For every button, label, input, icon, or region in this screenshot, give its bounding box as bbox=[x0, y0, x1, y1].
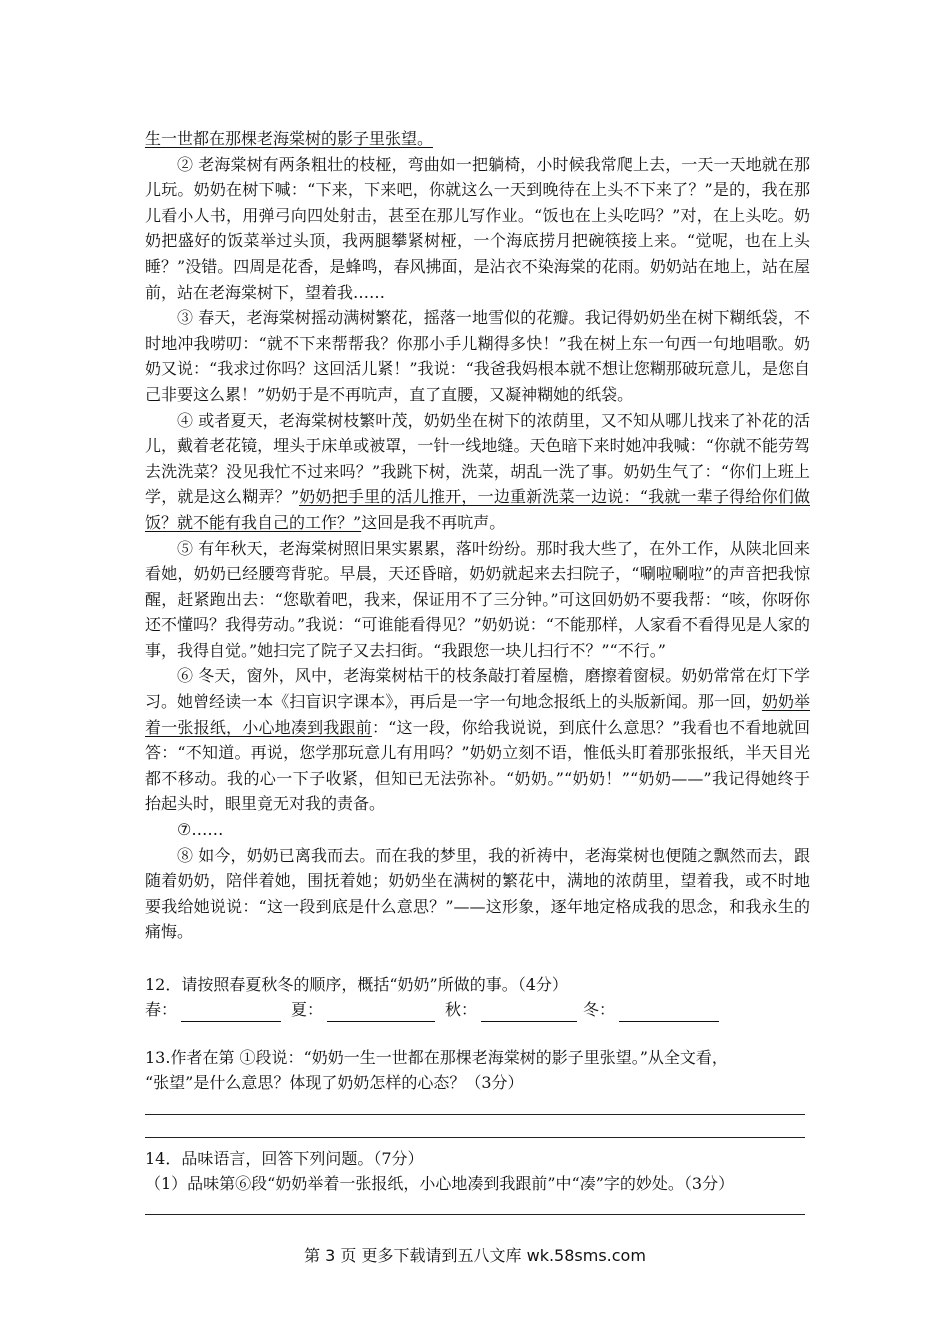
question-12 bbox=[145, 972, 810, 1022]
paragraph-3: ③ 春天，老海棠树摇动满树繁花，摇落一地雪似的花瓣。我记得奶奶坐在树下糊纸袋，不时地冲我唠叨：“就不下来帮帮我？你那小手儿糊得多快！”我在树上东一句西一句地唱歌。奶奶又说：“我求过你吗？这回活儿紧！”我说：“我爸我妈根本就不想让您糊那破玩意儿，是您自己非要这么累！”奶奶于是不再吭声，直了直腰，又凝神糊她的纸袋。 bbox=[145, 308, 810, 404]
answer-blank-autumn[interactable] bbox=[481, 1003, 577, 1022]
underlined-sentence: 生一世都在那棵老海棠树的影子里张望。 bbox=[145, 129, 434, 148]
answer-blank-spring[interactable] bbox=[181, 1003, 281, 1022]
answer-line-13b[interactable] bbox=[145, 1137, 805, 1138]
paragraph-4 bbox=[145, 408, 810, 536]
answer-blank-winter[interactable] bbox=[619, 1003, 719, 1022]
paragraph-4-text-a: ④ 或者夏天，老海棠树枝繁叶茂，奶奶坐在树下的浓荫里，又不知从哪儿找来了补花的活儿，戴着老花镜，埋头于床单或被罩，一针一线地缝。天色暗下来时她冲我喊：“你就不能劳驾去洗洗菜？没见我忙不过来吗？”我跳下树，洗菜，胡乱一洗了事。奶奶生气了：“你们上班上学，就是这么糊弄？” bbox=[145, 410, 810, 507]
paragraph-7: ⑦…… bbox=[177, 820, 224, 840]
paragraph-4-underlined: 奶奶把手里的活儿推开，一边重新洗菜一边说：“我就一辈子得给你们做饭？就不能有我自己的工作？” bbox=[145, 487, 810, 532]
paragraph-5: ⑤ 有年秋天，老海棠树照旧果实累累，落叶纷纷。那时我大些了，在外工作，从陕北回来看她，奶奶已经腰弯背驼。早晨，天还昏暗，奶奶就起来去扫院子，“唰啦唰啦”的声音把我惊醒，赶紧跑出去：“您歇着吧，我来，保证用不了三分钟。”可这回奶奶不要我帮：“咳，你呀你还不懂吗？我得劳动。”我说：“可谁能看得见？”奶奶说：“不能那样，人家看不看得见是人家的事，我得自觉。”她扫完了院子又去扫街。“我跟您一块儿扫行不？”“不行。” bbox=[145, 538, 810, 660]
question-14-sub-1: （1）品味第⑥段“奶奶举着一张报纸，小心地凑到我跟前”中“凑”字的妙处。（3分） bbox=[145, 1174, 735, 1193]
question-14 bbox=[145, 1146, 810, 1196]
paragraph-6-underlined: 奶奶举着一张报纸，小心地凑到我跟前 bbox=[145, 692, 810, 737]
paragraph-4-text-b: 这回是我不再吭声。 bbox=[361, 512, 506, 532]
label-winter: 冬： bbox=[583, 1000, 616, 1019]
page-footer: 第 3 页 更多下载请到五八文库 wk.58sms.com bbox=[304, 1246, 646, 1265]
answer-blank-summer[interactable] bbox=[327, 1003, 435, 1022]
label-summer: 夏： bbox=[291, 1000, 324, 1019]
question-13 bbox=[145, 1045, 810, 1095]
question-12-answer-row bbox=[145, 997, 810, 1022]
question-14-title: 14．品味语言，回答下列问题。（7分） bbox=[145, 1149, 424, 1168]
answer-line-13a[interactable] bbox=[145, 1114, 805, 1115]
question-13-line-2: “张望”是什么意思？体现了奶奶怎样的心态？（3分） bbox=[145, 1073, 524, 1092]
paragraph-2: ② 老海棠树有两条粗壮的枝桠，弯曲如一把躺椅，小时候我常爬上去，一天一天地就在那儿玩。奶奶在树下喊：“下来，下来吧，你就这么一天到晚待在上头不下来了？”是的，我在那儿看小人书，用弹弓向四处射击，甚至在那儿写作业。“饭也在上头吃吗？”对，在上头吃。奶奶把盛好的饭菜举过头顶，我两腿攀紧树桠，一个海底捞月把碗筷接上来。“觉呢，也在上头睡？”没错。四周是花香，是蜂鸣，春风拂面，是沾衣不染海棠的花雨。奶奶站在地上，站在屋前，站在老海棠树下，望着我…… bbox=[145, 154, 810, 302]
question-13-line-1: 13.作者在第 ①段说：“奶奶一生一世都在那棵老海棠树的影子里张望。”从全文看， bbox=[145, 1048, 728, 1067]
answer-line-14a[interactable] bbox=[145, 1214, 805, 1215]
paragraph-6 bbox=[145, 663, 810, 817]
reading-passage bbox=[145, 126, 810, 945]
label-spring: 春： bbox=[145, 1000, 178, 1019]
passage-line-1 bbox=[145, 126, 810, 152]
paragraph-8: ⑧ 如今，奶奶已离我而去。而在我的梦里，我的祈祷中，老海棠树也便随之飘然而去，跟随着奶奶，陪伴着她，围抚着她；奶奶坐在满树的繁花中，满地的浓荫里，望着我，或不时地要我给她说说：“这一段到底是什么意思？”——这形象，逐年地定格成我的思念，和我永生的痛悔。 bbox=[145, 845, 810, 942]
label-autumn: 秋： bbox=[445, 1000, 478, 1019]
paragraph-6-text-b: ：“这一段，你给我说说，到底什么意思？”我看也不看地就回答：“不知道。再说，您学那玩意儿有用吗？”奶奶立刻不语，惟低头盯着那张报纸，半天目光都不移动。我的心一下子收紧，但知已无法弥补。“奶奶。”“奶奶！”“奶奶——”我记得她终于抬起头时，眼里竟无对我的责备。 bbox=[145, 717, 810, 814]
paragraph-6-text-a: ⑥ 冬天，窗外，风中，老海棠树枯干的枝条敲打着屋檐，磨擦着窗棂。奶奶常常在灯下学习。她曾经读一本《扫盲识字课本》，再后是一字一句地念报纸上的头版新闻。那一回， bbox=[145, 666, 810, 712]
question-12-prompt: 12．请按照春夏秋冬的顺序，概括“奶奶”所做的事。（4分） bbox=[145, 975, 568, 994]
